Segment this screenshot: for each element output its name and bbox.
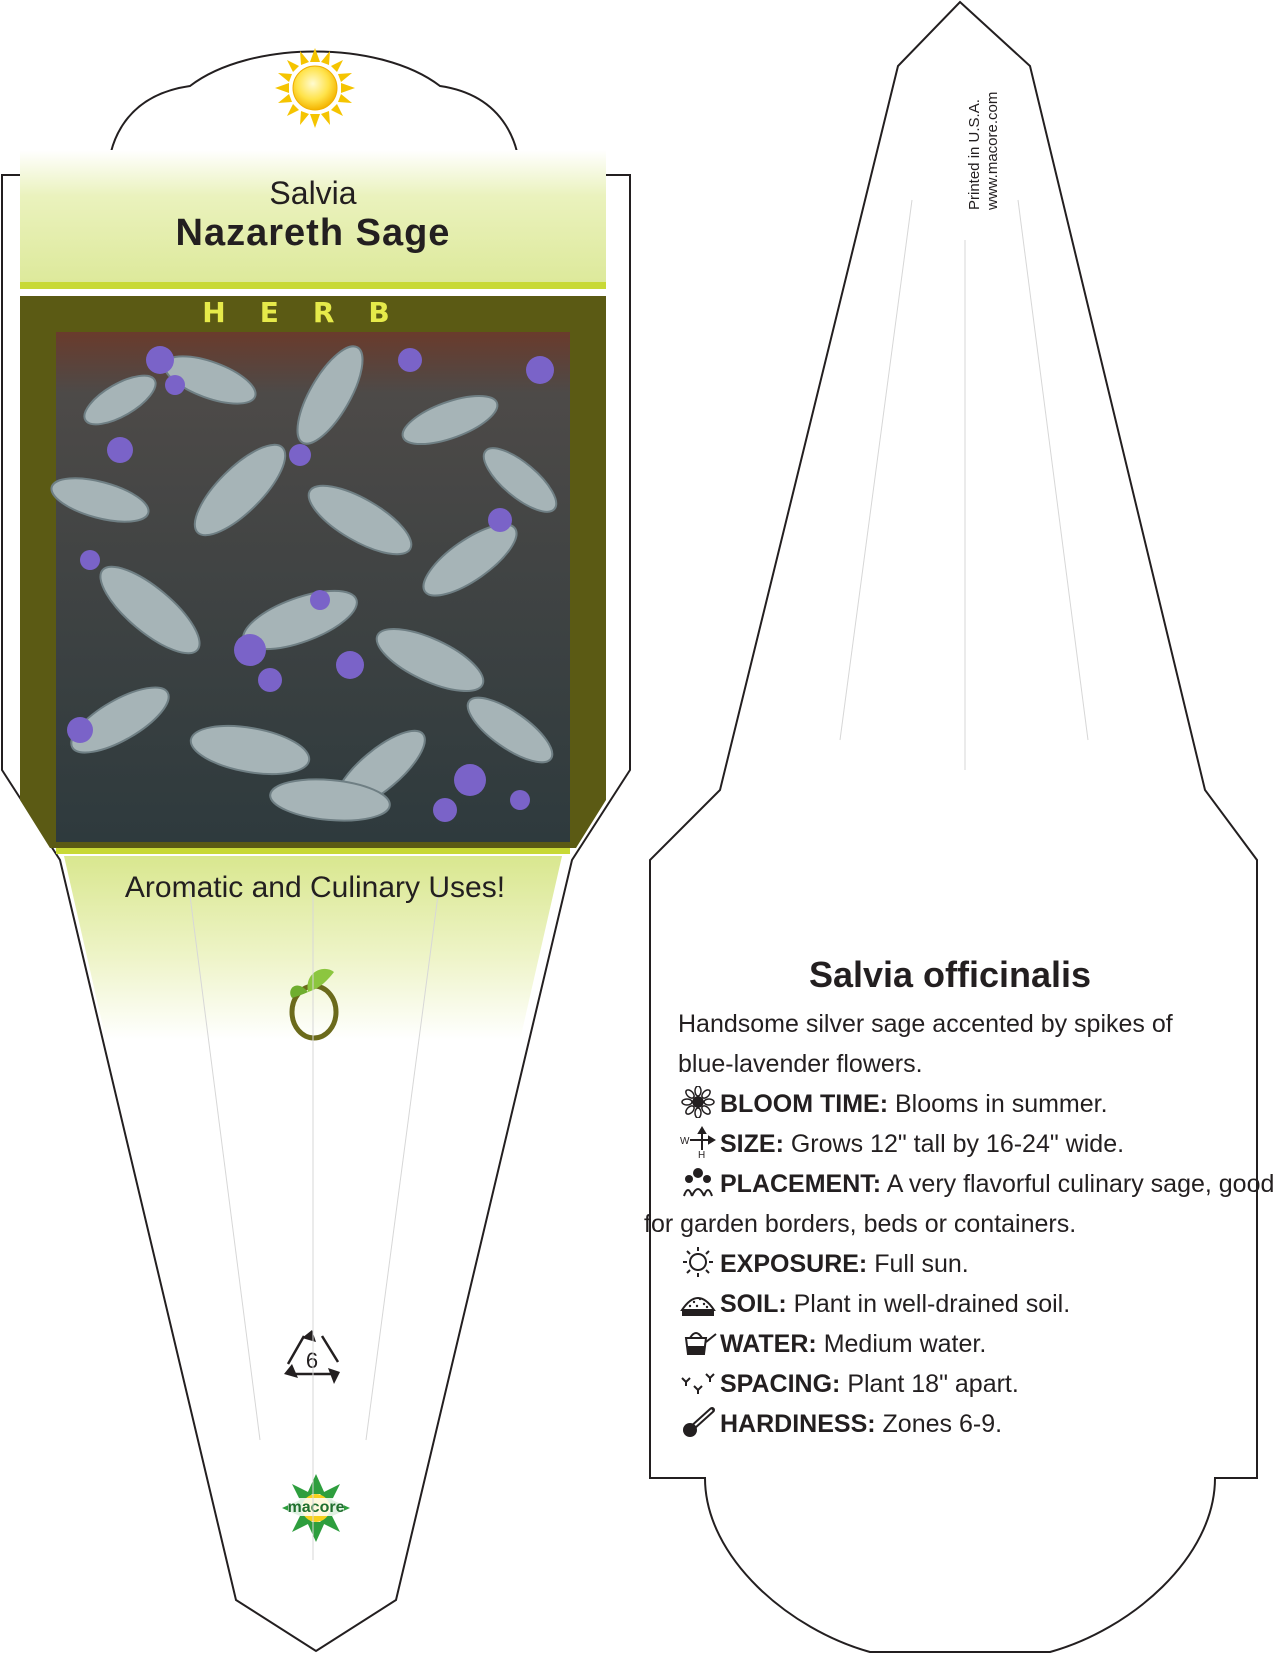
svg-text:W: W (680, 1136, 690, 1147)
full-sun-icon (275, 48, 355, 128)
placement-row (678, 1164, 1275, 1204)
macore-logo-text: macore (287, 1499, 345, 1516)
size-label: SIZE: (720, 1130, 784, 1158)
plant-photo (47, 332, 570, 842)
spacing-row (678, 1364, 1258, 1404)
frame-bottom-rule (56, 848, 570, 854)
soil-value: Plant in well-drained soil. (793, 1290, 1071, 1318)
print-info (965, 60, 1005, 220)
placement-value-line-2: for garden borders, beds or containers. (644, 1210, 1077, 1238)
bloom-time-row (678, 1084, 1258, 1124)
size-row (678, 1124, 1258, 1164)
botanical-name: Salvia officinalis (808, 954, 1092, 995)
print-info-rotated (965, 60, 1005, 220)
thermometer-icon (678, 1406, 718, 1438)
description-line-1: Handsome silver sage accented by spikes of (678, 1010, 1173, 1038)
size-value: Grows 12" tall by 16-24" wide. (790, 1130, 1125, 1158)
hardiness-row (678, 1404, 1258, 1444)
watering-can-icon (678, 1326, 718, 1358)
recycle-number: 6 (305, 1348, 319, 1373)
spacing-label: SPACING: (720, 1370, 841, 1398)
plant-genus: Salvia (269, 175, 357, 211)
placement-label: PLACEMENT: (720, 1170, 882, 1198)
hardiness-value: Zones 6-9. (882, 1410, 1003, 1438)
placement-value: A very flavorful culinary sage, good (886, 1170, 1275, 1198)
water-label: WATER: (720, 1330, 817, 1358)
exposure-row (678, 1244, 1258, 1284)
placement-plants-icon (678, 1166, 718, 1198)
spacing-value: Plant 18" apart. (847, 1370, 1019, 1398)
bloom-time-value: Blooms in summer. (894, 1090, 1108, 1118)
bloom-time-label: BLOOM TIME: (720, 1090, 889, 1118)
water-value: Medium water. (823, 1330, 987, 1358)
plant-common-name: Nazareth Sage (175, 212, 451, 254)
macore-logo (282, 1474, 350, 1542)
exposure-label: EXPOSURE: (720, 1250, 868, 1278)
plant-tagline: Aromatic and Culinary Uses! (124, 871, 506, 904)
soil-row (678, 1284, 1258, 1324)
soil-label: SOIL: (720, 1290, 787, 1318)
sun-outline-icon (678, 1246, 718, 1278)
plant-category: HERB (202, 296, 424, 329)
exposure-value: Full sun. (874, 1250, 969, 1278)
header-rule (20, 282, 606, 289)
spacing-seedlings-icon (678, 1366, 718, 1398)
printed-in-text: Printed in U.S.A. (966, 99, 983, 210)
soil-mound-icon (678, 1286, 718, 1318)
size-arrows-icon (678, 1126, 718, 1158)
description-line-2: blue-lavender flowers. (678, 1050, 923, 1078)
flower-icon (678, 1086, 718, 1118)
hardiness-label: HARDINESS: (720, 1410, 876, 1438)
water-row (678, 1324, 1258, 1364)
care-info (644, 1004, 1275, 1444)
website-text: www.macore.com (984, 91, 1001, 210)
svg-text:H: H (698, 1150, 706, 1158)
